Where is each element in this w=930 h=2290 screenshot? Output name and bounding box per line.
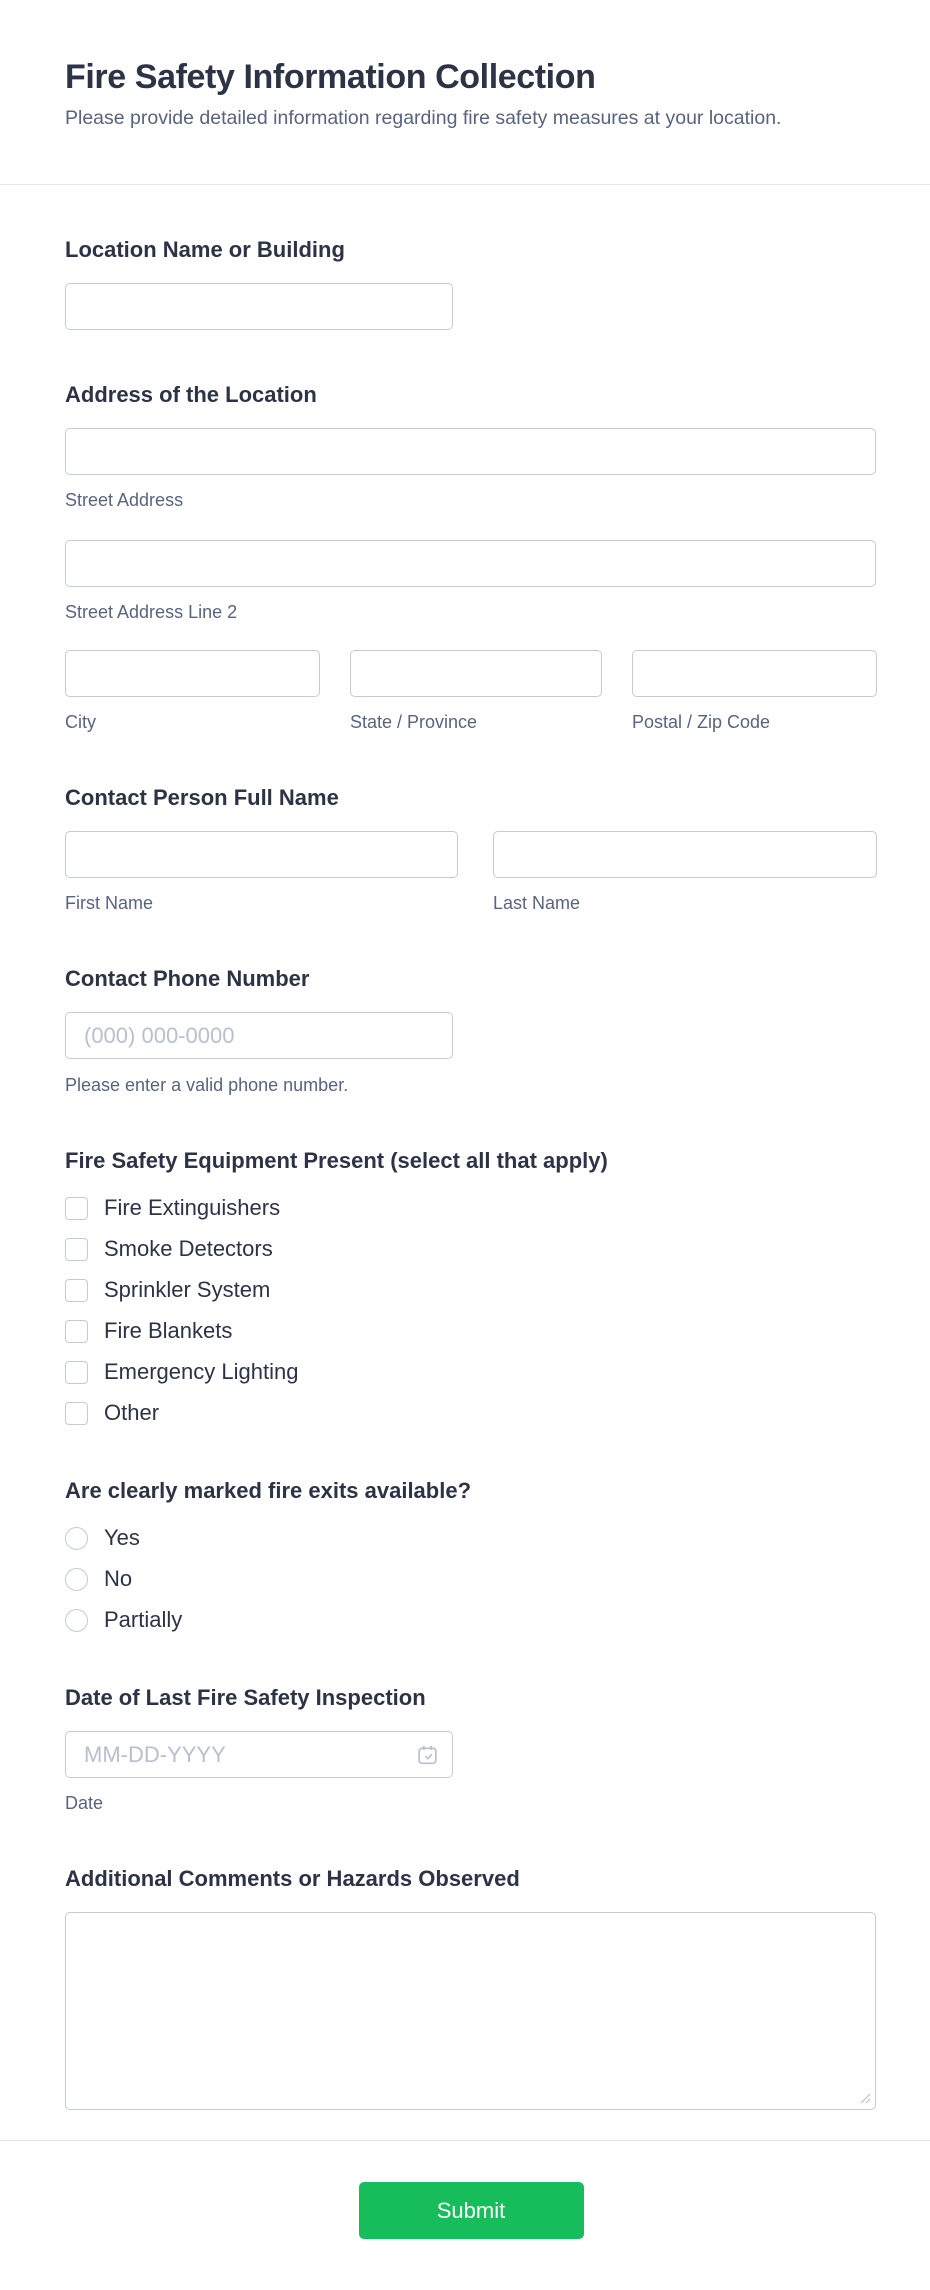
checkbox-label[interactable]: Smoke Detectors xyxy=(104,1236,273,1261)
radio-option-no[interactable] xyxy=(65,1566,877,1592)
question-comments xyxy=(65,1866,877,2110)
checkbox-icon[interactable] xyxy=(65,1361,88,1384)
question-fire-exits xyxy=(65,1478,877,1633)
last-name-input[interactable] xyxy=(493,831,877,878)
radio-icon[interactable] xyxy=(65,1609,88,1632)
checkbox-option-emergency-lighting[interactable] xyxy=(65,1359,877,1385)
fire-exits-options xyxy=(65,1525,877,1633)
checkbox-label[interactable]: Sprinkler System xyxy=(104,1277,271,1302)
question-inspection-date xyxy=(65,1685,877,1814)
checkbox-icon[interactable] xyxy=(65,1320,88,1343)
checkbox-icon[interactable] xyxy=(65,1197,88,1220)
question-phone xyxy=(65,966,877,1096)
form-subtitle: Please provide detailed information regarding fire safety measures at your location. xyxy=(65,107,782,129)
street-address-sublabel: Street Address xyxy=(65,490,184,510)
checkbox-label[interactable]: Emergency Lighting xyxy=(104,1359,299,1384)
comments-field xyxy=(65,1912,876,2110)
city-state-postal-row xyxy=(65,650,877,733)
address-label: Address of the Location xyxy=(65,382,317,407)
inspection-date-label: Date of Last Fire Safety Inspection xyxy=(65,1685,426,1710)
contact-name-label: Contact Person Full Name xyxy=(65,785,339,810)
phone-hint: Please enter a valid phone number. xyxy=(65,1075,349,1095)
first-name-sublabel: First Name xyxy=(65,893,154,913)
street-address-line2-sublabel: Street Address Line 2 xyxy=(65,602,238,622)
name-row xyxy=(65,831,877,914)
date-input[interactable] xyxy=(65,1731,453,1778)
form-title: Fire Safety Information Collection xyxy=(65,58,596,96)
equipment-options xyxy=(65,1195,877,1426)
checkbox-option-other[interactable] xyxy=(65,1400,877,1426)
comments-label: Additional Comments or Hazards Observed xyxy=(65,1866,520,1891)
checkbox-label[interactable]: Other xyxy=(104,1400,160,1425)
form-body xyxy=(0,237,930,2110)
street-address-input[interactable] xyxy=(65,428,876,475)
fire-exits-label: Are clearly marked fire exits available? xyxy=(65,1478,472,1503)
question-address xyxy=(65,382,877,733)
radio-icon[interactable] xyxy=(65,1527,88,1550)
date-field xyxy=(65,1731,453,1778)
city-input[interactable] xyxy=(65,650,320,697)
question-equipment xyxy=(65,1148,877,1426)
date-sublabel: Date xyxy=(65,1793,104,1813)
state-province-sublabel: State / Province xyxy=(350,712,478,732)
checkbox-option-sprinkler-system[interactable] xyxy=(65,1277,877,1303)
last-name-sublabel: Last Name xyxy=(493,893,581,913)
calendar-icon[interactable] xyxy=(415,1742,440,1767)
checkbox-option-fire-extinguishers[interactable] xyxy=(65,1195,877,1221)
form-header xyxy=(0,0,930,130)
state-province-input[interactable] xyxy=(350,650,602,697)
radio-option-yes[interactable] xyxy=(65,1525,877,1551)
checkbox-option-fire-blankets[interactable] xyxy=(65,1318,877,1344)
radio-option-partially[interactable] xyxy=(65,1607,877,1633)
radio-label[interactable]: No xyxy=(104,1566,133,1591)
question-contact-name xyxy=(65,785,877,914)
checkbox-label[interactable]: Fire Blankets xyxy=(104,1318,233,1343)
radio-label[interactable]: Partially xyxy=(104,1607,183,1632)
submit-row xyxy=(0,2141,930,2290)
question-location-name xyxy=(65,237,877,330)
phone-input[interactable] xyxy=(65,1012,453,1059)
checkbox-option-smoke-detectors[interactable] xyxy=(65,1236,877,1262)
checkbox-icon[interactable] xyxy=(65,1402,88,1425)
street-address-line2-input[interactable] xyxy=(65,540,876,587)
checkbox-label[interactable]: Fire Extinguishers xyxy=(104,1195,281,1220)
comments-textarea[interactable] xyxy=(65,1912,876,2110)
location-name-label: Location Name or Building xyxy=(65,237,345,262)
city-sublabel: City xyxy=(65,712,96,732)
postal-zip-input[interactable] xyxy=(632,650,877,697)
phone-label: Contact Phone Number xyxy=(65,966,310,991)
header-divider xyxy=(0,184,930,185)
checkbox-icon[interactable] xyxy=(65,1238,88,1261)
radio-icon[interactable] xyxy=(65,1568,88,1591)
checkbox-icon[interactable] xyxy=(65,1279,88,1302)
postal-zip-sublabel: Postal / Zip Code xyxy=(632,712,771,732)
submit-button[interactable]: Submit xyxy=(359,2182,584,2239)
radio-label[interactable]: Yes xyxy=(104,1525,140,1550)
resize-grip-icon[interactable] xyxy=(858,2091,871,2104)
location-name-input[interactable] xyxy=(65,283,453,330)
equipment-label: Fire Safety Equipment Present (select all that apply) xyxy=(65,1148,608,1173)
first-name-input[interactable] xyxy=(65,831,458,878)
